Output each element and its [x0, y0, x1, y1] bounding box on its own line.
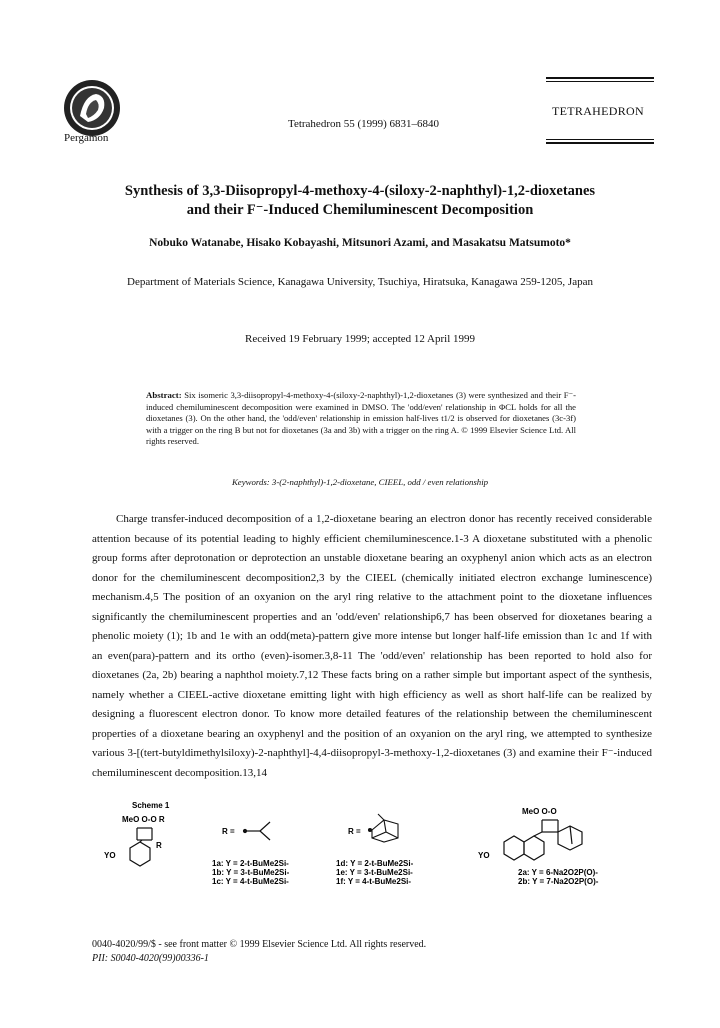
- scheme-meo-label: MeO O-O R: [122, 815, 165, 824]
- header-rule-top-1: [546, 77, 654, 79]
- compound-1b: 1b: Y = 3-t-BuMe2Si-: [212, 868, 290, 877]
- header-rule-bottom-1: [546, 139, 654, 140]
- adamantylidene-group: [369, 814, 399, 842]
- pii-line: PII: S0040-4020(99)00336-1: [92, 953, 209, 964]
- abstract-text: Six isomeric 3,3-diisopropyl-4-methoxy-4-(siloxy-2-naphthyl)-1,2-dioxetanes (3) were synthesized and their F⁻-induced chemiluminescent decomposition were examined in DMSO. The 'odd/even' relationship in ΦCL holds for all the dioxetanes (3). On the other hand, the 'odd/even' relationship in emission half-lives t1/2 is observed for dioxetanes (3c-3f) with a trigger on the ring B but not for dioxetanes (3a and 3b) with a trigger on the ring A. © 1999 Elsevier Science Ltd. All rights reserved.: [146, 390, 576, 447]
- structure-2-naphthyl-dioxetane: [504, 820, 582, 860]
- abstract-label: Abstract:: [146, 390, 182, 400]
- journal-name: TETRAHEDRON: [552, 104, 644, 118]
- scheme-yo-label-2: YO: [478, 851, 490, 860]
- received-dates: Received 19 February 1999; accepted 12 April 1999: [244, 333, 476, 345]
- header-rule-bottom-2: [546, 142, 654, 144]
- footer: [92, 938, 426, 966]
- compound-2b: 2b: Y = 7-Na2O2P(O)-: [518, 877, 599, 886]
- scheme-yo-label: YO: [104, 851, 116, 860]
- publisher-logo: [62, 78, 122, 138]
- scheme-r-label: R: [156, 841, 162, 850]
- compound-1e: 1e: Y = 3-t-BuMe2Si-: [336, 868, 413, 877]
- compound-1d: 1d: Y = 2-t-BuMe2Si-: [336, 859, 414, 868]
- affiliation: Department of Materials Science, Kanagawa University, Tsuchiya, Hiratsuka, Kanagawa 259-1205, Japan: [127, 276, 593, 288]
- copyright-line: 0040-4020/99/$ - see front matter © 1999 Elsevier Science Ltd. All rights reserved.: [92, 939, 427, 950]
- compound-2a: 2a: Y = 6-Na2O2P(O)-: [518, 868, 598, 877]
- structure-1-dioxetane: [130, 828, 152, 866]
- compound-1f: 1f: Y = 4-t-BuMe2Si-: [336, 877, 412, 886]
- compound-1a: 1a: Y = 2-t-BuMe2Si-: [212, 859, 289, 868]
- title-line-2: and their F⁻-Induced Chemiluminescent Decomposition: [186, 202, 534, 218]
- body-text: [92, 510, 652, 783]
- author-list: Nobuko Watanabe, Hisako Kobayashi, Mitsunori Azami, and Masakatsu Matsumoto*: [149, 237, 571, 249]
- article-title: [40, 182, 680, 220]
- header-rule-top-2: [546, 81, 654, 82]
- compound-1c: 1c: Y = 4-t-BuMe2Si-: [212, 877, 289, 886]
- scheme-title: Scheme 1: [132, 801, 170, 810]
- scheme-r-equals-2: R =: [348, 827, 361, 836]
- journal-citation: Tetrahedron 55 (1999) 6831–6840: [288, 118, 440, 130]
- body-paragraph: Charge transfer-induced decomposition of a 1,2-dioxetane bearing an electron donor has recently received considerable attention because of its potential leading to highly efficient chemiluminescence.1-3 A dioxetane substituted with a phenolic group forms after deprotonation or deprotection an unstable dioxetane bearing an oxyphenyl anion which acts as an electron donor for the chemiluminescent decomposition2,3 by the CIEEL (chemically initiated electron exchange luminescence) mechanism.4,5 The position of an oxyanion on the aryl ring relative to the attachment point to the dioxetane influences significantly the chemiluminescent properties and an 'odd/even' relationship6,7 has been observed for dioxetanes bearing a phenolic moiety (1); 1b and 1e with an odd(meta)-pattern give more intense but longer half-life emission than 1c and 1f with an even(para)-pattern and its ortho (even)-isomer.3,8-11 The 'odd/even' relationship has been reported to hold also for dioxetanes (2a, 2b) bearing a naphthol moiety.7,12 These facts bring on a rather simple but important aspect of the synthesis, namely whether a CIEEL-active dioxetane emitting light with high efficiency as well as short half-life can be realized by designing a fluorescent electron donor. To know more detailed features of the relationship between the chemiluminescent properties of a dioxetane bearing an oxyphenyl and the position of an oxyanion on the aryl ring, we attempted to synthesize various 3-[(tert-butyldimethylsiloxy)-2-naphthyl]-4,4-diisopropyl-3-methoxy-1,2-dioxetanes (3) and examine their F⁻-induced chemiluminescent decomposition.13,14: [92, 513, 652, 779]
- isopropyl-group: [244, 822, 271, 840]
- scheme-r-equals-1: R =: [222, 827, 235, 836]
- scheme-meo-label-2: MeO O-O: [522, 807, 557, 816]
- publisher-name: Pergamon: [64, 132, 109, 144]
- scheme-1-figure: [92, 800, 652, 900]
- title-line-1: Synthesis of 3,3-Diisopropyl-4-methoxy-4-(siloxy-2-naphthyl)-1,2-dioxetanes: [124, 183, 596, 199]
- abstract: [146, 390, 576, 448]
- keywords: Keywords: 3-(2-naphthyl)-1,2-dioxetane, CIEEL, odd / even relationship: [231, 477, 489, 487]
